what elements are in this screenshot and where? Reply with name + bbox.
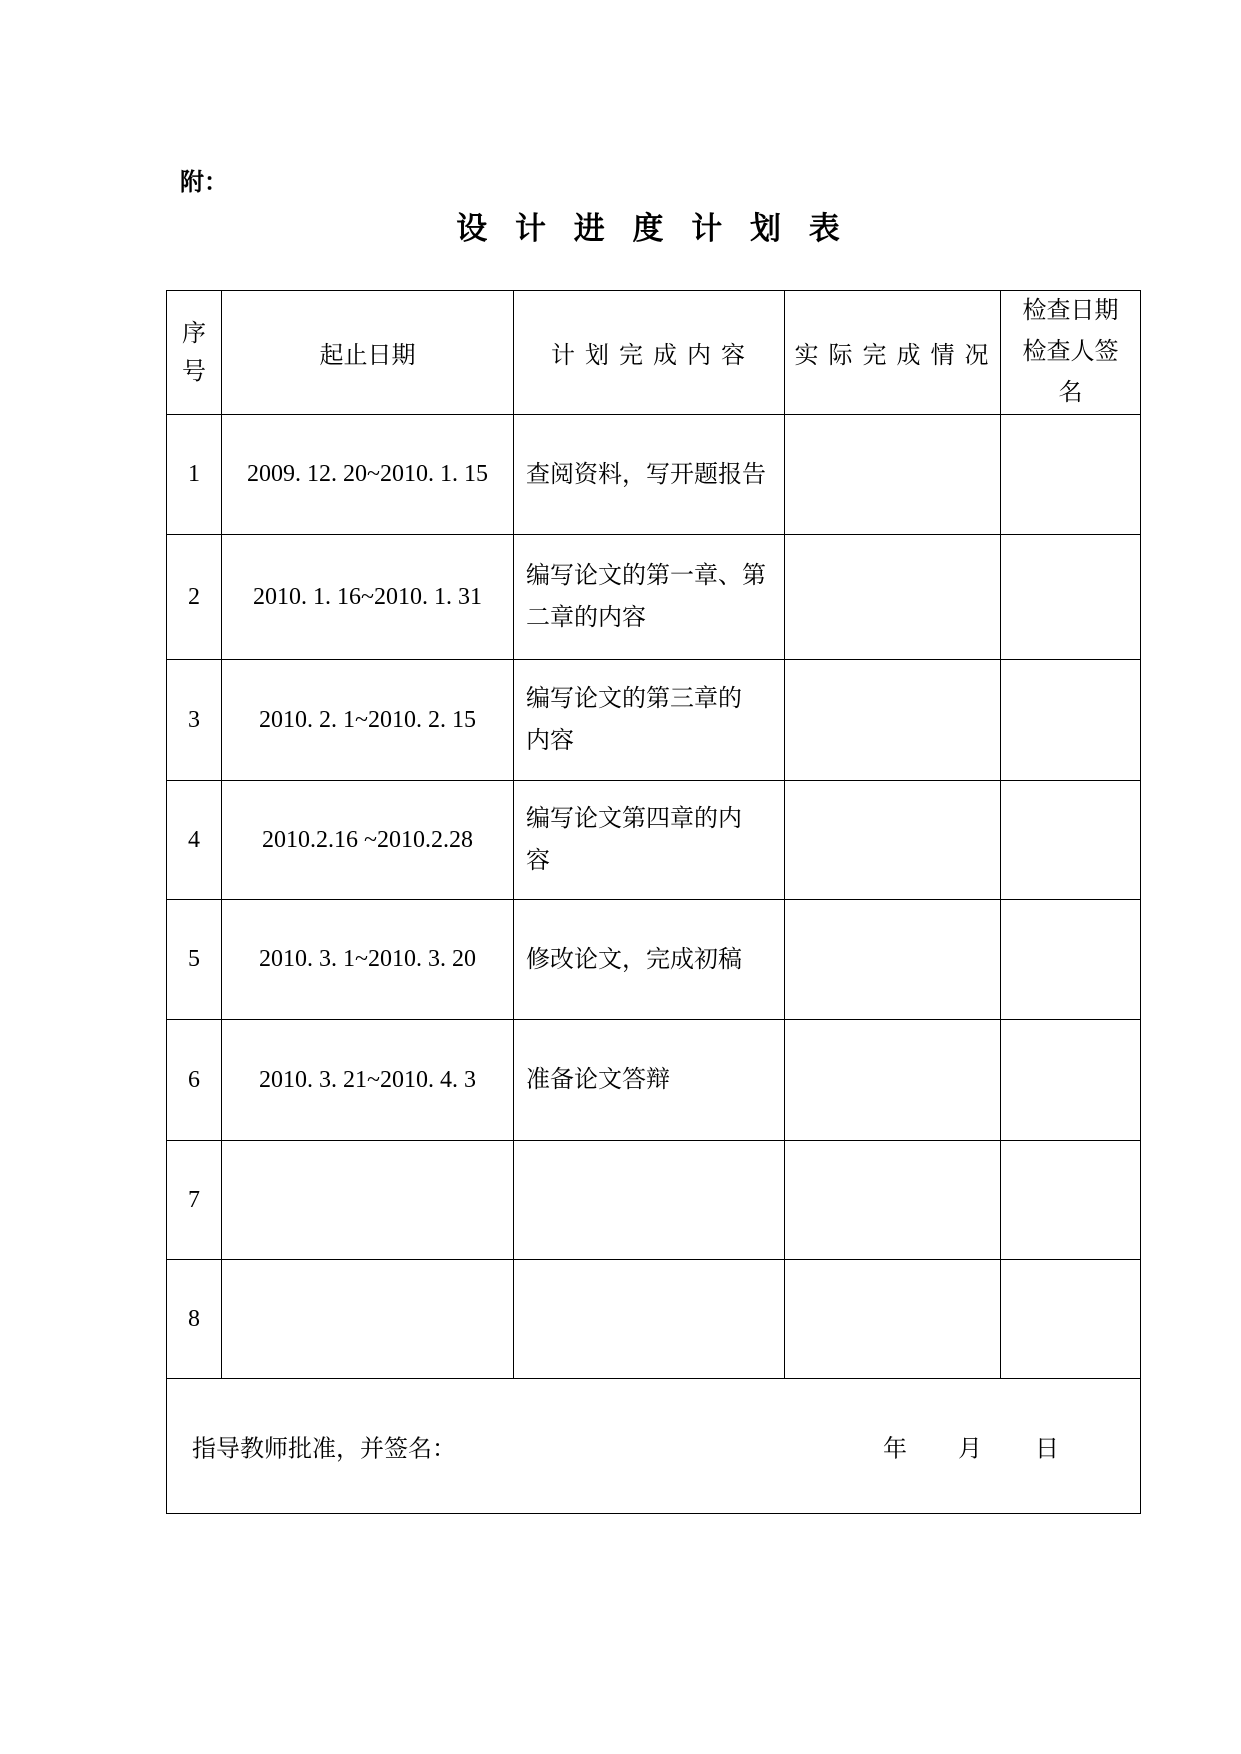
row-dates: 2010. 3. 21~2010. 4. 3 bbox=[222, 1020, 514, 1141]
row-index: 5 bbox=[167, 900, 222, 1020]
approval-cell bbox=[167, 1379, 1141, 1514]
table-row bbox=[167, 535, 1141, 660]
row-actual bbox=[785, 415, 1001, 535]
row-actual bbox=[785, 1141, 1001, 1260]
row-actual bbox=[785, 900, 1001, 1020]
planned-line: 修改论文，完成初稿 bbox=[526, 946, 742, 973]
row-dates: 2009. 12. 20~2010. 1. 15 bbox=[222, 415, 514, 535]
row-planned bbox=[514, 781, 785, 900]
header-index-line: 号 bbox=[182, 358, 206, 385]
row-dates: 2010. 3. 1~2010. 3. 20 bbox=[222, 900, 514, 1020]
row-planned bbox=[514, 535, 785, 660]
row-check bbox=[1001, 900, 1141, 1020]
row-planned bbox=[514, 1141, 785, 1260]
row-dates bbox=[222, 1141, 514, 1260]
row-planned bbox=[514, 660, 785, 781]
row-index: 8 bbox=[167, 1260, 222, 1379]
row-actual bbox=[785, 535, 1001, 660]
planned-line: 容 bbox=[526, 848, 550, 874]
row-actual bbox=[785, 660, 1001, 781]
approval-label: 指导教师批准，并签名： bbox=[192, 1436, 456, 1463]
row-planned bbox=[514, 1260, 785, 1379]
planned-line: 编写论文的第一章、第 bbox=[526, 563, 766, 589]
header-check-line: 检查日期 bbox=[1022, 298, 1119, 324]
planned-line: 准备论文答辩 bbox=[526, 1067, 670, 1093]
planned-line: 查阅资料，写开题报告 bbox=[526, 461, 766, 488]
header-planned: 计 划 完 成 内 容 bbox=[514, 291, 785, 415]
table-row bbox=[167, 415, 1141, 535]
row-index: 1 bbox=[167, 415, 222, 535]
row-actual bbox=[785, 1260, 1001, 1379]
row-dates bbox=[222, 1260, 514, 1379]
header-row bbox=[167, 291, 1141, 415]
row-dates: 2010.2.16 ~2010.2.28 bbox=[222, 781, 514, 900]
document-title: 设 计 进 度 计 划 表 bbox=[456, 211, 850, 246]
day-label: 日 bbox=[1035, 1436, 1059, 1463]
attachment-label: 附： bbox=[180, 170, 228, 196]
planned-line: 内容 bbox=[526, 728, 574, 754]
row-check bbox=[1001, 415, 1141, 535]
row-index: 4 bbox=[167, 781, 222, 900]
row-actual bbox=[785, 1020, 1001, 1141]
header-actual: 实 际 完 成 情 况 bbox=[785, 291, 1001, 415]
row-planned bbox=[514, 1020, 785, 1141]
row-check bbox=[1001, 660, 1141, 781]
table-row bbox=[167, 1141, 1141, 1260]
header-check-line: 名 bbox=[1058, 380, 1083, 406]
planned-line: 二章的内容 bbox=[526, 605, 646, 631]
table-row bbox=[167, 660, 1141, 781]
header-check-line: 检查人签 bbox=[1022, 339, 1119, 365]
row-index: 6 bbox=[167, 1020, 222, 1141]
row-dates: 2010. 2. 1~2010. 2. 15 bbox=[222, 660, 514, 781]
row-check bbox=[1001, 1141, 1141, 1260]
header-index bbox=[167, 291, 222, 415]
planned-line: 编写论文第四章的内 bbox=[526, 806, 742, 832]
footer-row bbox=[167, 1379, 1141, 1514]
row-planned bbox=[514, 900, 785, 1020]
year-label: 年 bbox=[883, 1436, 907, 1463]
header-check bbox=[1001, 291, 1141, 415]
row-index: 3 bbox=[167, 660, 222, 781]
header-dates: 起止日期 bbox=[222, 291, 514, 415]
row-check bbox=[1001, 1020, 1141, 1141]
table-row bbox=[167, 1260, 1141, 1379]
planned-line: 编写论文的第三章的 bbox=[526, 686, 742, 712]
row-check bbox=[1001, 1260, 1141, 1379]
month-label: 月 bbox=[958, 1436, 982, 1463]
header-index-line: 序 bbox=[182, 320, 206, 347]
table-row bbox=[167, 781, 1141, 900]
row-actual bbox=[785, 781, 1001, 900]
table-row bbox=[167, 1020, 1141, 1141]
row-dates: 2010. 1. 16~2010. 1. 31 bbox=[222, 535, 514, 660]
row-index: 2 bbox=[167, 535, 222, 660]
progress-plan-table bbox=[166, 290, 1141, 1514]
row-index: 7 bbox=[167, 1141, 222, 1260]
row-check bbox=[1001, 535, 1141, 660]
row-check bbox=[1001, 781, 1141, 900]
table-row bbox=[167, 900, 1141, 1020]
row-planned bbox=[514, 415, 785, 535]
